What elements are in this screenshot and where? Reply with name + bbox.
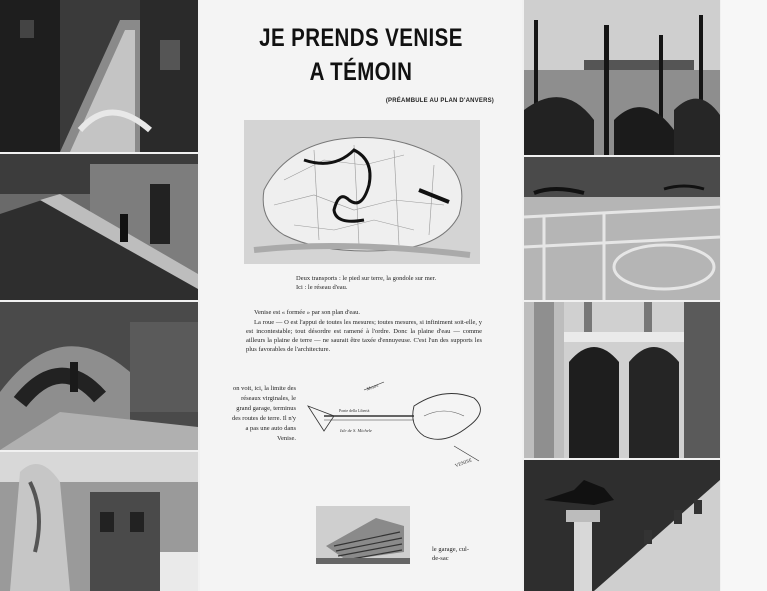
garage-caption: le garage, cul-de-sac [432,546,469,562]
page-margin-right [721,0,767,591]
photo-piazza-pavement [524,157,720,300]
article-subtitle: (PRÉAMBULE AU PLAN D'ANVERS) [385,98,494,104]
venice-map-drawing [244,120,480,264]
causeway-sketch [304,376,496,468]
garage-photo [316,506,410,564]
photo-sculpture-column [0,452,198,591]
map-caption-line2: Ici : le réseau d'eau. [296,283,348,291]
garage-photo-drawing [316,506,410,564]
side-note: on voit, ici, la limite des réseaux virginales, le grand garage, terminus des routes de terre. Il n'y a pas une auto dans Venise. [232,385,296,442]
article-title-line1: JE PRENDS VENISE [259,24,463,52]
article-column [200,0,522,591]
photo-canal-walkway [0,154,198,300]
paragraph-2: La roue — O est l'appui de toutes les mesures; toutes mesures, si infiniment soit-elle, y est incontestable; tout désordre est ramené à l'ordre. Donc la plaine d'eau — comme ailleurs la plaine de terre — ne saurait être taxée d'ennuyeuse. C'est l'un des supports les plus favorables de l'architecture. [246,319,482,353]
sketch-label-3: VENISE [454,458,474,468]
sketch-label-2: Isle de S. Michele [340,428,372,433]
photo-lion-column [524,460,720,591]
photo-gondolas-poles [524,0,720,155]
sketch-label-4: Mestre [365,382,380,392]
venice-map [244,120,480,264]
photo-bridge-steps [0,302,198,450]
sketch-label-1: Ponte della Libertà [339,408,370,413]
causeway-sketch-drawing [304,376,496,468]
photo-canal-bridge-night [0,0,198,152]
photo-arcade-columns [524,302,720,458]
paragraph-1: Venise est « formée » par son plan d'eau. [254,309,361,316]
article-title-line2: A TÉMOIN [309,58,413,86]
map-caption [296,275,496,292]
map-caption-line1: Deux transports : le pied sur terre, la gondole sur mer. [296,275,437,282]
